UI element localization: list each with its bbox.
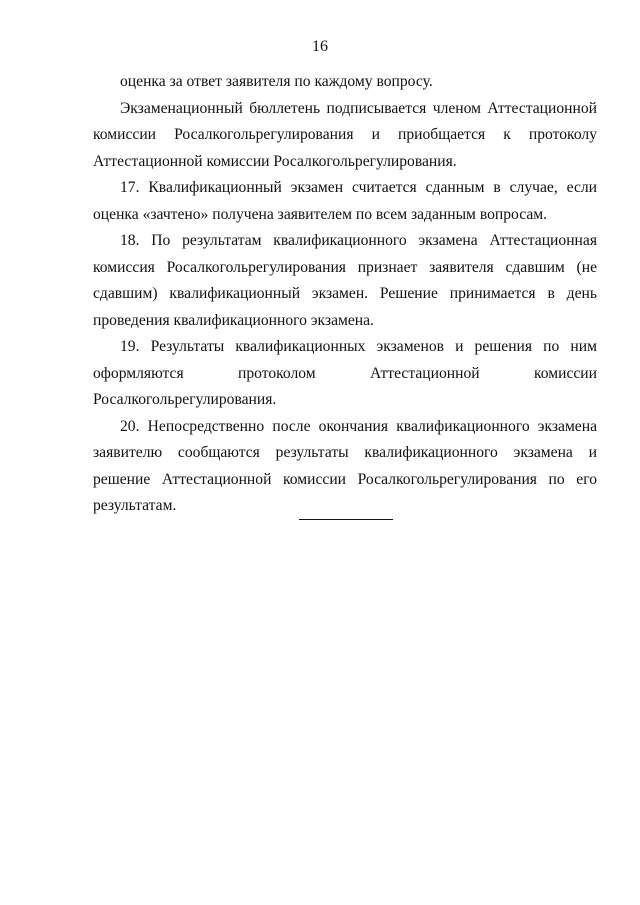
paragraph-item-18: 18. По результатам квалификационного экзамена Аттестационная комиссия Росалкогольрегулирования признает заявителя сдавшим (не сдавшим) квалификационный экзамен. Решение принимается в день проведения квалификационного экзамена.: [93, 232, 597, 329]
paragraph-item-19: 19. Результаты квалификационных экзаменов и решения по ним оформляются протоколом Аттестационной комиссии Росалкогольрегулирования.: [93, 338, 597, 408]
end-divider: [299, 519, 393, 520]
page-number: 16: [312, 38, 328, 55]
paragraph-continuation: оценка за ответ заявителя по каждому вопросу.: [120, 73, 433, 90]
paragraph-item-20: 20. Непосредственно после окончания квалификационного экзамена заявителю сообщаются результаты квалификационного экзамена и решение Аттестационной комиссии Росалкогольрегулирования по его результатам.: [93, 417, 597, 514]
document-body: [93, 69, 597, 520]
paragraph-exam-bulletin: Экзаменационный бюллетень подписывается членом Аттестационной комиссии Росалкогольрегулирования и приобщается к протоколу Аттестационной комиссии Росалкогольрегулирования.: [93, 99, 597, 170]
paragraph-item-17: 17. Квалификационный экзамен считается сданным в случае, если оценка «зачтено» получена заявителем по всем заданным вопросам.: [93, 179, 597, 223]
